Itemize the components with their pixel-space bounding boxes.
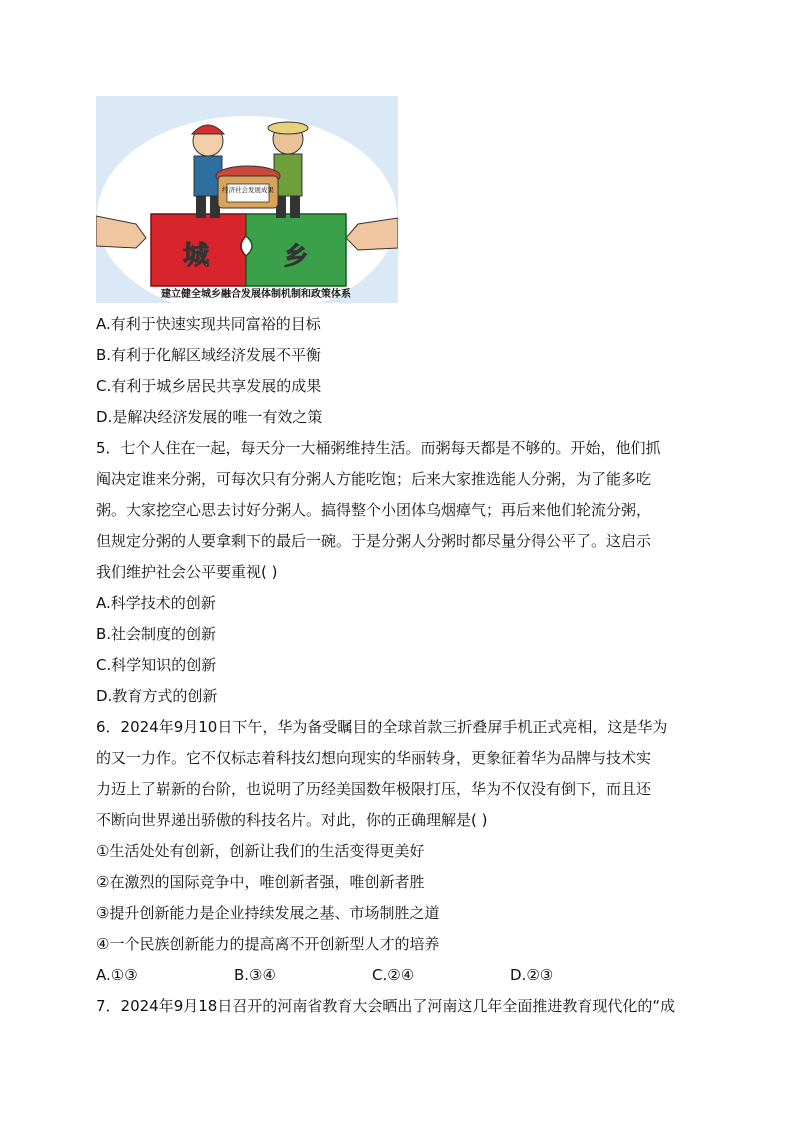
q5-line: 但规定分粥的人要拿剩下的最后一碗。于是分粥人分粥时都尽量分得公平了。这启示 <box>96 532 652 550</box>
document-page <box>96 96 700 1022</box>
q4-option-c: C.有利于城乡居民共享发展的成果 <box>96 377 322 395</box>
q4-option-a: A.有利于快速实现共同富裕的目标 <box>96 315 321 333</box>
q4-option-b: B.有利于化解区域经济发展不平衡 <box>96 346 322 364</box>
figure-caption: 建立健全城乡融合发展体制机制和政策体系 <box>161 289 351 300</box>
q6-statement-1: ①生活处处有创新，创新让我们的生活变得更美好 <box>96 842 425 860</box>
puzzle-right-label: 乡 <box>284 242 308 270</box>
q6-statement-2: ②在激烈的国际竞争中，唯创新者强，唯创新者胜 <box>96 873 425 891</box>
q6-option-c: C.②④ <box>372 966 415 984</box>
puzzle-left-label: 城 <box>182 241 210 271</box>
q5-option-d: D.教育方式的创新 <box>96 687 218 705</box>
basket-label: 经济社会发展成果 <box>222 186 274 194</box>
q6-line: 不断向世界递出骄傲的科技名片。对此，你的正确理解是( ) <box>96 811 488 829</box>
q6-line: 的又一力作。它不仅标志着科技幻想向现实的华丽转身，更象征着华为品牌与技术实 <box>96 749 652 767</box>
q6-options <box>96 960 700 991</box>
q5-line: 阄决定谁来分粥，可每次只有分粥人方能吃饱；后来大家推选能人分粥，为了能多吃 <box>96 470 652 488</box>
q6-line: 6．2024年9月10日下午，华为备受瞩目的全球首款三折叠屏手机正式亮相，这是华为 <box>96 718 668 736</box>
q4-options <box>96 309 700 433</box>
q6-statement-4: ④一个民族创新能力的提高离不开创新型人才的培养 <box>96 935 440 953</box>
q6-statement-3: ③提升创新能力是企业持续发展之基、市场制胜之道 <box>96 904 440 922</box>
q4-option-d: D.是解决经济发展的唯一有效之策 <box>96 408 323 426</box>
q5-line: 粥。大家挖空心思去讨好分粥人。搞得整个小团体乌烟瘴气；再后来他们轮流分粥， <box>96 501 652 519</box>
q6-option-d: D.②③ <box>510 966 554 984</box>
question-5 <box>96 433 700 712</box>
q6-line: 力迈上了崭新的台阶，也说明了历经美国数年极限打压，华为不仅没有倒下，而且还 <box>96 780 652 798</box>
q5-option-b: B.社会制度的创新 <box>96 625 217 643</box>
q5-option-c: C.科学知识的创新 <box>96 656 217 674</box>
q7-line: 7．2024年9月18日召开的河南省教育大会晒出了河南这几年全面推进教育现代化的“成 <box>96 997 676 1015</box>
q5-option-a: A.科学技术的创新 <box>96 594 216 612</box>
question-6 <box>96 712 700 991</box>
q6-option-a: A.①③ <box>96 966 138 984</box>
question-7 <box>96 991 700 1022</box>
cartoon-svg <box>96 96 398 303</box>
q5-line: 5．七个人住在一起，每天分一大桶粥维持生活。而粥每天都是不够的。开始，他们抓 <box>96 439 661 457</box>
q5-line: 我们维护社会公平要重视( ) <box>96 563 278 581</box>
q6-option-b: B.③④ <box>234 966 276 984</box>
cartoon-illustration <box>96 96 398 303</box>
